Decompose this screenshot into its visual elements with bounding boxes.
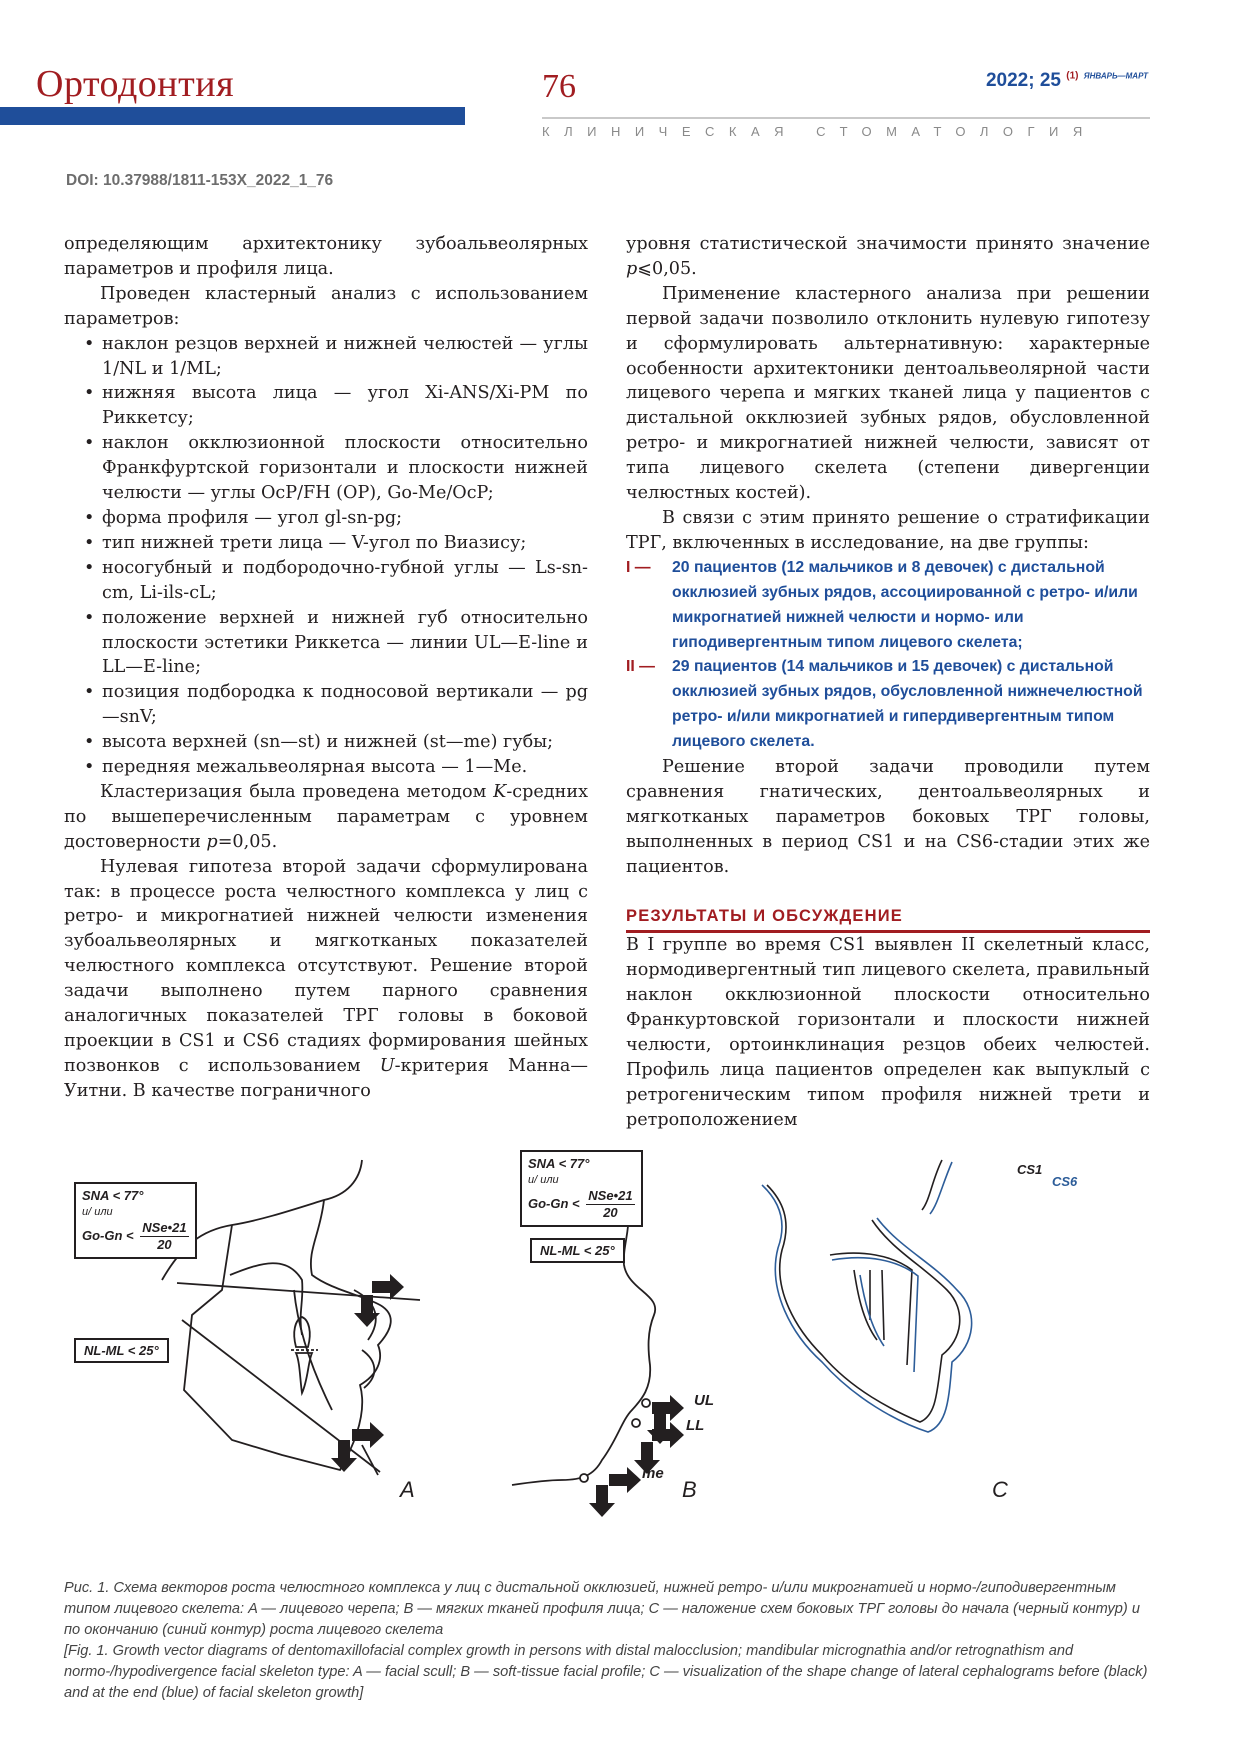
paragraph: Применение кластерного анализа при решении первой задачи позволило отклонить нулевую гипотезу и сформулировать альтернативную: характерные особенности архитектоники дентоальвеолярной части лицевого черепа и мягких тканей лица у пациентов с дистальной окклюзией зубных рядов, обусловленной ретро- и микрогнатией нижней челюсти, зависят от типа лицевого скелета (степени дивергенции челюстных костей). bbox=[626, 283, 1150, 504]
list-item: • положение верхней и нижней губ относительно плоскости эстетики Риккетса — линии UL—E-line и LL—E-line; bbox=[84, 607, 588, 678]
header-color-bar bbox=[0, 107, 465, 125]
figure-caption bbox=[64, 1578, 1154, 1704]
left-column bbox=[64, 232, 588, 1104]
list-item: • высота верхней (sn—st) и нижней (st—me) губы; bbox=[84, 732, 554, 753]
caption-en: [Fig. 1. Growth vector diagrams of dentomaxillofacial complex growth in persons with distal malocclusion; mandibular micrognathia and/or retrognathism and normo-/hypodivergence facial skeleton type: A — facial scull; B — soft-tissue facial profile; C — visualization of the shape change of lateral cephalograms before (black) and at the end (blue) of facial skeleton growth] bbox=[64, 1643, 1148, 1701]
list-item: • тип нижней трети лица — V-угол по Виазису; bbox=[84, 532, 527, 553]
doi: DOI: 10.37988/1811-153X_2022_1_76 bbox=[66, 172, 334, 189]
criteria-or: и/ или bbox=[82, 1206, 113, 1218]
list-item: • позиция подбородка к подносовой вертикали — pg—snV; bbox=[84, 682, 588, 728]
panel-c-after-contour bbox=[762, 1162, 972, 1432]
panel-a-skull bbox=[162, 1160, 420, 1475]
group-text: 29 пациентов (14 мальчиков и 15 девочек) с дистальной окклюзией зубных рядов, обусловленной нижнечелюстной ретро- и/или микрогнатией и гипердивергентным типом лицевого скелета. bbox=[672, 658, 1143, 751]
list-item: • наклон окклюзионной плоскости относительно Франкфуртской горизонтали и плоскости нижней челюсти — углы OcP/FH (OP), Go-Me/OcP; bbox=[84, 433, 588, 504]
group-item-2 bbox=[626, 655, 1150, 755]
point-label-ul: UL bbox=[694, 1392, 714, 1409]
point-label-ll: LL bbox=[686, 1417, 705, 1434]
paragraph: Нулевая гипотеза второй задачи сформулирована так: в процессе роста челюстного комплекса у лиц с ретро- и микрогнатией нижней челюсти изменения зубоальвеолярных и мягкотканых показателей челюстного комплекса отсутствуют. Решение второй задачи выполнено путем парного сравнения аналогичных показателей ТРГ головы в боковой проекции в CS1 и CS6 стадиях формирования шейных позвонков с использованием U-критерия Манна—Уитни. В качестве пограничного bbox=[64, 856, 588, 1101]
paragraph: В I группе во время CS1 выявлен II скелетный класс, нормодивергентный тип лицевого скелета, правильный наклон окклюзионной плоскости относительно Франкуртовской горизонтали и плоскости нижней челюсти, ортоинклинация резцов обеих челюстей. Профиль лица пациентов определен как выпуклый с ретрогеническим типом профиля нижней трети и ретроположением bbox=[626, 935, 1150, 1130]
criteria-sna: SNA < 77° bbox=[528, 1156, 590, 1171]
issue-months: ЯНВАРЬ—МАРТ bbox=[1083, 71, 1148, 81]
group-numeral: I — bbox=[626, 558, 651, 576]
criteria-gogn: Go-Gn < $\frac{\text{NSe•21}}{20}$ bbox=[528, 1188, 633, 1220]
page-number: 76 bbox=[542, 68, 576, 105]
criteria-box-b bbox=[520, 1150, 643, 1227]
panel-label-b: B bbox=[682, 1477, 697, 1502]
list-item: • нижняя высота лица — угол Xi-ANS/Xi-PM по Риккетсу; bbox=[84, 383, 588, 429]
criteria-sna: SNA < 77° bbox=[82, 1188, 144, 1203]
parameter-list bbox=[64, 332, 588, 780]
section-title: Ортодонтия bbox=[36, 63, 235, 105]
paragraph: определяющим архитектонику зубоальвеолярных параметров и профиля лица. bbox=[64, 234, 588, 279]
paragraph: Кластеризация была проведена методом K-средних по вышеперечисленным параметрам с уровнем достоверности p=0,05. bbox=[64, 781, 588, 852]
list-item: • передняя межальвеолярная высота — 1—Me. bbox=[84, 757, 528, 778]
nlml-box-a: NL-ML < 25° bbox=[74, 1338, 169, 1363]
panel-label-a: A bbox=[400, 1477, 415, 1502]
legend-cs1: CS1 bbox=[1017, 1162, 1043, 1177]
issue-volume: 25 bbox=[1039, 70, 1061, 91]
issue-number: (1) bbox=[1066, 70, 1079, 82]
paragraph: уровня статистической значимости принято значение p⩽0,05. bbox=[626, 234, 1150, 279]
group-text: 20 пациентов (12 мальчиков и 8 девочек) с дистальной окклюзией зубных рядов, ассоциированной с ретро- и/или микрогнатией нижней челюсти и нормо- или гиподивергентным типом лицевого скелета; bbox=[672, 558, 1138, 651]
growth-vector-arrow bbox=[609, 1467, 641, 1493]
issue-info bbox=[986, 70, 1148, 92]
paragraph: Проведен кластерный анализ с использованием параметров: bbox=[64, 283, 588, 329]
group-item-1 bbox=[626, 556, 1150, 656]
growth-vector-arrow bbox=[352, 1422, 384, 1448]
criteria-gogn: Go-Gn < $\frac{\text{NSe•21}}{20}$ bbox=[82, 1220, 187, 1252]
journal-name: КЛИНИЧЕСКАЯ СТОМАТОЛОГИЯ bbox=[542, 124, 1097, 139]
panel-label-c: C bbox=[992, 1477, 1008, 1502]
list-item: • наклон резцов верхней и нижней челюстей — углы 1/NL и 1/ML; bbox=[84, 333, 588, 379]
header-rule bbox=[542, 117, 1150, 119]
panel-b-vectors bbox=[589, 1395, 684, 1517]
growth-vector-arrow bbox=[589, 1485, 615, 1517]
panel-a-vectors bbox=[331, 1274, 404, 1472]
section-heading: РЕЗУЛЬТАТЫ И ОБСУЖДЕНИЕ bbox=[626, 904, 1150, 934]
criteria-box-a bbox=[74, 1182, 197, 1259]
group-numeral: II — bbox=[626, 658, 655, 676]
list-item: • носогубный и подбородочно-губной углы — Ls-sn-cm, Li-ils-cL; bbox=[84, 557, 588, 603]
right-column bbox=[626, 232, 1150, 1133]
criteria-or: и/ или bbox=[528, 1174, 559, 1186]
list-item: • форма профиля — угол gl-sn-pg; bbox=[84, 507, 403, 528]
caption-ru: Рис. 1. Схема векторов роста челюстного комплекса у лиц с дистальной окклюзией, нижней ретро- и/или микрогнатией и нормо-/гиподивергентным типом лицевого скелета: A — лицевого черепа; B — мягких тканей профиля лица; C — наложение схем боковых ТРГ головы до начала (черный контур) и по окончанию (синий контур) роста лицевого скелета bbox=[64, 1580, 1140, 1638]
nlml-box-b: NL-ML < 25° bbox=[530, 1238, 625, 1263]
paragraph: Решение второй задачи проводили путем сравнения гнатических, дентоальвеолярных и мягкотканых параметров боковых ТРГ головы, выполненных в период CS1 и на CS6-стадии этих же пациентов. bbox=[626, 757, 1150, 877]
paragraph: В связи с этим принято решение о стратификации ТРГ, включенных в исследование, на две группы: bbox=[626, 507, 1150, 553]
issue-year: 2022; bbox=[985, 70, 1035, 91]
point-label-me: me bbox=[642, 1465, 664, 1482]
figure-growth-vectors bbox=[62, 1140, 1152, 1570]
legend-cs6: CS6 bbox=[1052, 1174, 1078, 1189]
